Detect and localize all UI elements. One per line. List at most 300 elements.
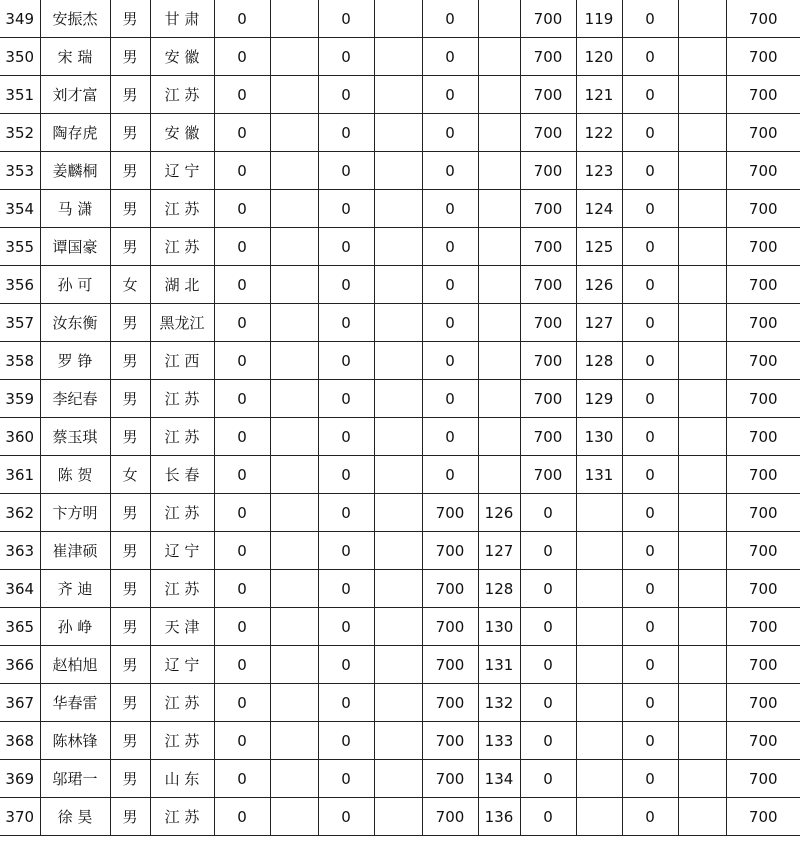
cell-col-5: 0 (214, 342, 270, 380)
cell-col-13: 0 (622, 342, 678, 380)
cell-col-8 (374, 760, 422, 798)
cell-col-8 (374, 532, 422, 570)
cell-col-7: 0 (318, 722, 374, 760)
cell-col-15: 700 (726, 342, 800, 380)
cell-gender: 男 (110, 114, 150, 152)
cell-col-8 (374, 380, 422, 418)
cell-col-7: 0 (318, 304, 374, 342)
cell-col-6 (270, 266, 318, 304)
cell-region: 黑龙江 (150, 304, 214, 342)
cell-col-10 (478, 38, 520, 76)
cell-col-12 (576, 760, 622, 798)
cell-col-10: 132 (478, 684, 520, 722)
cell-col-6 (270, 608, 318, 646)
cell-col-11: 0 (520, 684, 576, 722)
cell-col-6 (270, 760, 318, 798)
cell-row-number: 361 (0, 456, 40, 494)
table-row (0, 646, 800, 684)
cell-col-9: 0 (422, 190, 478, 228)
cell-col-6 (270, 570, 318, 608)
cell-col-7: 0 (318, 798, 374, 836)
cell-col-5: 0 (214, 152, 270, 190)
cell-col-15: 700 (726, 76, 800, 114)
cell-col-6 (270, 456, 318, 494)
cell-col-8 (374, 722, 422, 760)
cell-col-8 (374, 608, 422, 646)
cell-col-9: 0 (422, 76, 478, 114)
cell-col-13: 0 (622, 76, 678, 114)
cell-col-8 (374, 152, 422, 190)
cell-col-11: 0 (520, 798, 576, 836)
cell-col-5: 0 (214, 456, 270, 494)
cell-col-12: 120 (576, 38, 622, 76)
cell-col-14 (678, 342, 726, 380)
cell-name: 罗 铮 (40, 342, 110, 380)
cell-col-10: 130 (478, 608, 520, 646)
cell-col-8 (374, 304, 422, 342)
cell-col-10: 126 (478, 494, 520, 532)
cell-col-11: 700 (520, 38, 576, 76)
cell-col-5: 0 (214, 494, 270, 532)
cell-col-10 (478, 228, 520, 266)
cell-region: 江 苏 (150, 76, 214, 114)
cell-col-7: 0 (318, 152, 374, 190)
cell-col-10: 128 (478, 570, 520, 608)
cell-col-14 (678, 304, 726, 342)
cell-col-12: 119 (576, 0, 622, 38)
cell-col-11: 0 (520, 760, 576, 798)
cell-gender: 男 (110, 570, 150, 608)
cell-col-9: 0 (422, 342, 478, 380)
table-row (0, 342, 800, 380)
cell-name: 汝东衡 (40, 304, 110, 342)
cell-col-10 (478, 304, 520, 342)
cell-region: 山 东 (150, 760, 214, 798)
cell-col-9: 0 (422, 266, 478, 304)
cell-col-15: 700 (726, 684, 800, 722)
cell-col-14 (678, 228, 726, 266)
cell-col-10 (478, 456, 520, 494)
cell-name: 陶存虎 (40, 114, 110, 152)
cell-col-7: 0 (318, 0, 374, 38)
cell-gender: 男 (110, 304, 150, 342)
cell-row-number: 354 (0, 190, 40, 228)
cell-col-9: 700 (422, 494, 478, 532)
cell-col-9: 0 (422, 418, 478, 456)
cell-col-6 (270, 684, 318, 722)
cell-col-8 (374, 266, 422, 304)
cell-row-number: 356 (0, 266, 40, 304)
cell-col-7: 0 (318, 266, 374, 304)
cell-col-9: 0 (422, 38, 478, 76)
cell-col-13: 0 (622, 684, 678, 722)
cell-region: 辽 宁 (150, 646, 214, 684)
cell-col-14 (678, 418, 726, 456)
cell-gender: 男 (110, 76, 150, 114)
cell-name: 卞方明 (40, 494, 110, 532)
cell-col-6 (270, 304, 318, 342)
cell-col-11: 0 (520, 494, 576, 532)
table-row (0, 380, 800, 418)
cell-col-15: 700 (726, 0, 800, 38)
cell-col-14 (678, 114, 726, 152)
cell-col-5: 0 (214, 0, 270, 38)
cell-col-11: 0 (520, 532, 576, 570)
cell-region: 江 苏 (150, 228, 214, 266)
cell-gender: 男 (110, 684, 150, 722)
table-row (0, 684, 800, 722)
cell-col-8 (374, 646, 422, 684)
cell-name: 姜麟桐 (40, 152, 110, 190)
cell-col-13: 0 (622, 114, 678, 152)
cell-col-7: 0 (318, 190, 374, 228)
cell-col-13: 0 (622, 304, 678, 342)
cell-name: 李纪春 (40, 380, 110, 418)
cell-col-12: 126 (576, 266, 622, 304)
cell-col-15: 700 (726, 190, 800, 228)
cell-col-9: 700 (422, 646, 478, 684)
cell-col-7: 0 (318, 418, 374, 456)
cell-col-13: 0 (622, 190, 678, 228)
cell-col-5: 0 (214, 608, 270, 646)
cell-col-6 (270, 152, 318, 190)
cell-region: 江 苏 (150, 380, 214, 418)
cell-row-number: 359 (0, 380, 40, 418)
cell-gender: 男 (110, 38, 150, 76)
cell-col-5: 0 (214, 114, 270, 152)
cell-col-11: 0 (520, 608, 576, 646)
cell-col-5: 0 (214, 532, 270, 570)
cell-name: 孙 峥 (40, 608, 110, 646)
cell-col-12 (576, 722, 622, 760)
table-row (0, 798, 800, 836)
table-row (0, 570, 800, 608)
cell-row-number: 364 (0, 570, 40, 608)
cell-col-14 (678, 494, 726, 532)
cell-name: 华春雷 (40, 684, 110, 722)
cell-col-13: 0 (622, 494, 678, 532)
cell-col-13: 0 (622, 608, 678, 646)
cell-col-14 (678, 266, 726, 304)
cell-row-number: 365 (0, 608, 40, 646)
cell-col-11: 700 (520, 76, 576, 114)
cell-col-14 (678, 722, 726, 760)
cell-col-10: 133 (478, 722, 520, 760)
cell-col-11: 700 (520, 190, 576, 228)
cell-col-9: 700 (422, 532, 478, 570)
cell-row-number: 353 (0, 152, 40, 190)
cell-col-10 (478, 114, 520, 152)
table-row (0, 418, 800, 456)
table-row (0, 228, 800, 266)
cell-col-15: 700 (726, 532, 800, 570)
cell-col-15: 700 (726, 114, 800, 152)
cell-col-11: 700 (520, 418, 576, 456)
cell-col-5: 0 (214, 266, 270, 304)
cell-col-10 (478, 190, 520, 228)
cell-col-12 (576, 684, 622, 722)
cell-col-12 (576, 608, 622, 646)
cell-col-7: 0 (318, 494, 374, 532)
cell-col-13: 0 (622, 266, 678, 304)
cell-col-13: 0 (622, 722, 678, 760)
cell-col-12: 127 (576, 304, 622, 342)
cell-col-6 (270, 380, 318, 418)
cell-gender: 男 (110, 494, 150, 532)
cell-col-15: 700 (726, 228, 800, 266)
cell-col-8 (374, 190, 422, 228)
cell-col-8 (374, 228, 422, 266)
cell-col-9: 0 (422, 456, 478, 494)
cell-col-12: 131 (576, 456, 622, 494)
cell-col-6 (270, 342, 318, 380)
cell-col-14 (678, 760, 726, 798)
cell-col-14 (678, 608, 726, 646)
cell-col-8 (374, 456, 422, 494)
cell-col-7: 0 (318, 228, 374, 266)
cell-region: 安 徽 (150, 114, 214, 152)
cell-row-number: 367 (0, 684, 40, 722)
cell-col-14 (678, 684, 726, 722)
cell-col-8 (374, 494, 422, 532)
cell-col-12 (576, 532, 622, 570)
cell-col-8 (374, 0, 422, 38)
cell-col-15: 700 (726, 266, 800, 304)
cell-col-7: 0 (318, 76, 374, 114)
cell-col-13: 0 (622, 228, 678, 266)
cell-col-5: 0 (214, 38, 270, 76)
cell-row-number: 358 (0, 342, 40, 380)
cell-col-8 (374, 38, 422, 76)
cell-row-number: 369 (0, 760, 40, 798)
cell-col-5: 0 (214, 190, 270, 228)
cell-col-14 (678, 190, 726, 228)
cell-col-5: 0 (214, 76, 270, 114)
cell-col-10 (478, 418, 520, 456)
cell-col-13: 0 (622, 646, 678, 684)
table-row (0, 76, 800, 114)
cell-region: 天 津 (150, 608, 214, 646)
cell-col-11: 700 (520, 228, 576, 266)
cell-col-8 (374, 342, 422, 380)
cell-col-5: 0 (214, 380, 270, 418)
cell-col-12: 123 (576, 152, 622, 190)
cell-name: 邬珺一 (40, 760, 110, 798)
cell-row-number: 362 (0, 494, 40, 532)
cell-gender: 男 (110, 190, 150, 228)
cell-gender: 男 (110, 380, 150, 418)
cell-name: 刘才富 (40, 76, 110, 114)
cell-col-15: 700 (726, 760, 800, 798)
cell-col-12 (576, 798, 622, 836)
cell-col-7: 0 (318, 114, 374, 152)
cell-col-10: 136 (478, 798, 520, 836)
cell-col-9: 0 (422, 0, 478, 38)
cell-region: 江 苏 (150, 684, 214, 722)
cell-col-12: 129 (576, 380, 622, 418)
cell-region: 江 苏 (150, 418, 214, 456)
cell-col-11: 700 (520, 456, 576, 494)
cell-col-7: 0 (318, 456, 374, 494)
cell-col-13: 0 (622, 380, 678, 418)
cell-col-5: 0 (214, 684, 270, 722)
cell-col-5: 0 (214, 418, 270, 456)
cell-col-10: 131 (478, 646, 520, 684)
cell-region: 长 春 (150, 456, 214, 494)
cell-region: 辽 宁 (150, 532, 214, 570)
cell-col-9: 700 (422, 684, 478, 722)
cell-col-6 (270, 532, 318, 570)
cell-col-13: 0 (622, 532, 678, 570)
cell-col-8 (374, 798, 422, 836)
cell-gender: 男 (110, 798, 150, 836)
cell-col-15: 700 (726, 418, 800, 456)
cell-col-8 (374, 418, 422, 456)
cell-col-11: 0 (520, 570, 576, 608)
cell-name: 谭国豪 (40, 228, 110, 266)
cell-col-11: 700 (520, 114, 576, 152)
cell-name: 陈 贺 (40, 456, 110, 494)
cell-col-10: 127 (478, 532, 520, 570)
cell-region: 甘 肃 (150, 0, 214, 38)
cell-col-5: 0 (214, 570, 270, 608)
cell-region: 江 苏 (150, 570, 214, 608)
cell-gender: 男 (110, 228, 150, 266)
cell-col-11: 700 (520, 342, 576, 380)
cell-col-6 (270, 190, 318, 228)
table-row (0, 456, 800, 494)
cell-col-10 (478, 0, 520, 38)
cell-col-9: 0 (422, 380, 478, 418)
cell-col-14 (678, 76, 726, 114)
table-row (0, 760, 800, 798)
cell-col-12 (576, 570, 622, 608)
cell-col-12: 130 (576, 418, 622, 456)
cell-col-14 (678, 646, 726, 684)
cell-col-5: 0 (214, 646, 270, 684)
cell-row-number: 349 (0, 0, 40, 38)
cell-col-13: 0 (622, 570, 678, 608)
cell-col-10 (478, 266, 520, 304)
cell-col-5: 0 (214, 760, 270, 798)
cell-row-number: 368 (0, 722, 40, 760)
cell-gender: 男 (110, 0, 150, 38)
table-row (0, 114, 800, 152)
cell-row-number: 350 (0, 38, 40, 76)
cell-col-14 (678, 570, 726, 608)
table-row (0, 266, 800, 304)
cell-col-7: 0 (318, 608, 374, 646)
cell-col-6 (270, 114, 318, 152)
cell-name: 安振杰 (40, 0, 110, 38)
cell-col-7: 0 (318, 380, 374, 418)
table-row (0, 152, 800, 190)
cell-col-11: 700 (520, 152, 576, 190)
cell-col-15: 700 (726, 38, 800, 76)
cell-col-11: 700 (520, 266, 576, 304)
cell-col-15: 700 (726, 608, 800, 646)
cell-row-number: 357 (0, 304, 40, 342)
cell-name: 蔡玉琪 (40, 418, 110, 456)
cell-col-6 (270, 798, 318, 836)
cell-col-12: 122 (576, 114, 622, 152)
cell-name: 徐 昊 (40, 798, 110, 836)
cell-row-number: 355 (0, 228, 40, 266)
cell-col-11: 0 (520, 722, 576, 760)
cell-name: 宋 瑞 (40, 38, 110, 76)
cell-col-14 (678, 152, 726, 190)
cell-col-11: 700 (520, 380, 576, 418)
cell-col-11: 0 (520, 646, 576, 684)
cell-name: 马 潇 (40, 190, 110, 228)
cell-col-13: 0 (622, 38, 678, 76)
cell-col-14 (678, 38, 726, 76)
cell-col-13: 0 (622, 760, 678, 798)
cell-col-5: 0 (214, 722, 270, 760)
cell-col-9: 0 (422, 304, 478, 342)
table-row (0, 532, 800, 570)
cell-col-15: 700 (726, 152, 800, 190)
table-row (0, 190, 800, 228)
cell-col-15: 700 (726, 722, 800, 760)
cell-col-7: 0 (318, 38, 374, 76)
cell-col-9: 700 (422, 608, 478, 646)
table-row (0, 38, 800, 76)
cell-col-9: 700 (422, 798, 478, 836)
cell-col-6 (270, 494, 318, 532)
cell-region: 江 苏 (150, 722, 214, 760)
cell-col-10 (478, 380, 520, 418)
cell-col-9: 0 (422, 114, 478, 152)
table-row (0, 494, 800, 532)
cell-row-number: 360 (0, 418, 40, 456)
cell-col-13: 0 (622, 0, 678, 38)
cell-col-14 (678, 532, 726, 570)
cell-col-13: 0 (622, 456, 678, 494)
cell-region: 辽 宁 (150, 152, 214, 190)
cell-col-5: 0 (214, 304, 270, 342)
cell-row-number: 370 (0, 798, 40, 836)
cell-region: 湖 北 (150, 266, 214, 304)
cell-col-7: 0 (318, 342, 374, 380)
cell-col-14 (678, 798, 726, 836)
cell-row-number: 352 (0, 114, 40, 152)
cell-col-13: 0 (622, 418, 678, 456)
cell-gender: 男 (110, 646, 150, 684)
cell-name: 崔津硕 (40, 532, 110, 570)
cell-col-12 (576, 494, 622, 532)
cell-name: 孙 可 (40, 266, 110, 304)
cell-col-12: 125 (576, 228, 622, 266)
cell-col-9: 700 (422, 722, 478, 760)
cell-row-number: 351 (0, 76, 40, 114)
cell-col-13: 0 (622, 152, 678, 190)
cell-region: 江 苏 (150, 798, 214, 836)
cell-col-8 (374, 114, 422, 152)
cell-row-number: 363 (0, 532, 40, 570)
cell-col-6 (270, 722, 318, 760)
cell-col-9: 0 (422, 152, 478, 190)
cell-col-15: 700 (726, 646, 800, 684)
cell-col-14 (678, 380, 726, 418)
cell-col-6 (270, 228, 318, 266)
table-row (0, 722, 800, 760)
cell-col-15: 700 (726, 380, 800, 418)
cell-col-6 (270, 38, 318, 76)
cell-col-15: 700 (726, 798, 800, 836)
table-row (0, 304, 800, 342)
cell-gender: 男 (110, 532, 150, 570)
